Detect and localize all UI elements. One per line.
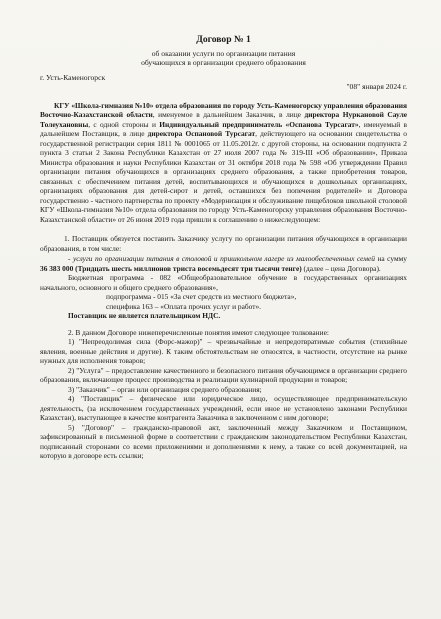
definition-force-majeure: 1) "Непреодолимая сила (Форс-мажор)" – чрезвычайные и непредотвратимые события (стихийные явления, военные действия и другие). К таким обстоятельствам не относятся, в частности, отсутствие на рынке нужных для исполнения товаров;: [40, 337, 407, 366]
supplier-head: директора Оспановой Турсагат: [147, 129, 256, 139]
section1-service: [40, 254, 407, 273]
subtitle-line-2: обучающихся в организации среднего образования: [141, 58, 306, 68]
place-row: [40, 73, 407, 82]
contract-amount: 36 383 000 (Тридцать шесть миллионов триста восемьдесят три тысячи тенге): [40, 263, 302, 273]
city: г. Усть-Каменогорск: [40, 72, 106, 82]
vat-note: Поставщик не является плательщиком НДС.: [68, 311, 221, 321]
service-sum-label: на сумму: [374, 254, 407, 264]
definition-service: 2) "Услуга" – предоставление качественного и безопасного питания обучающимся в организации среднего образования, включающее процесс производства и реализации кулинарной продукции и товаров;: [40, 365, 407, 385]
definition-contract: 5) "Договор" – гражданско-правовой акт, заключенный между Заказчиком и Поставщиком, зафиксированный в письменной форме в соответствии с гражданским законодательством Республики Казахстан, подписанный сторонами со всеми приложениями и дополнениями к нему, а также со всей документацией, на которую в договоре есть ссылки;: [40, 422, 407, 461]
intro-text-1: , именуемое в дальнейшем Заказчик, в лице: [152, 110, 305, 120]
intro-text-3: , именуемый в дальнейшем Поставщик, в лице: [40, 119, 408, 139]
customer-head: директора Нуркановой Сауле Толеухановны: [40, 110, 407, 129]
service-end: (далее – цена Договора).: [301, 263, 381, 273]
supplier-name: Индивидуальный предприниматель «Оспанова Турсагат»: [159, 119, 359, 129]
contract-subtitle: [40, 49, 407, 68]
service-text: - услуги по организации питания в столовой и пришкольном лагере из малообеспеченных семей: [68, 254, 375, 264]
intro-text-2: , с одной стороны и: [88, 119, 160, 129]
definition-customer: 3) "Заказчик" – орган или организация среднего образования;: [68, 384, 262, 394]
budget-program: Бюджетная программа - 082 «Общеобразовательное обучение в государственных организациях начального, основного и общего среднего образования»,: [40, 273, 407, 292]
budget-subprogram: подпрограмма - 015 «За счет средств из местного бюджета»,: [106, 292, 297, 302]
contract-title: Договор № 1: [196, 34, 251, 45]
contract-date: "08" января 2024 г.: [346, 81, 407, 91]
budget-specific: специфика 163 – «Оплата прочих услуг и работ».: [106, 301, 261, 311]
definition-supplier: 4) "Поставщик" – физическое или юридическое лицо, осуществляющее предпринимательскую деятельность, (за исключением государственных учреждений, если иное не установлено законами Республики Казахстан), выступающее в качестве контрагента Заказчика в заключенном с ним договоре;: [40, 394, 407, 423]
section2-intro: 2. В данном Договоре нижеперечисленные понятия имеют следующее толкование:: [68, 327, 329, 337]
subtitle-line-1: об оказании услуги по организации питания: [151, 49, 296, 58]
section1-item: 1. Поставщик обязуется поставить Заказчику услугу по организации питания обучающихся в организации образования, в том числе:: [40, 234, 407, 253]
intro-paragraph: [40, 101, 407, 225]
intro-text-4: , действующего на основании свидетельства о государственной регистрации серия 1811 № 0001065 от 11.05.2012г. с другой стороны, на основании подпункта 2 пункта 3 статьи 2 Закона Республики Казахстан от 27 июля 2007 года № 319-III «Об образовании», Приказа Министра образования и науки Республики Казахстан от 31 октября 2018 года № 598 «Об утверждении Правил организации питания обучающихся в организациях среднего образования, а также приобретения товаров, связанных с обеспечением питания детей, воспитывающихся и обучающихся в дошкольных организациях, организациях образования для детей-сирот и детей, оставшихся без попечения родителей» и Договора государственно - частного партнерства по проекту «Модернизация и обслуживание пищеблоков школьной столовой КГУ «Школа-гимназия №10» отдела образования по городу Усть-Каменогорску управления образования Восточно-Казахстанской области» от 26 июня 2019 года пришли к соглашению о нижеследующем:: [40, 129, 408, 224]
customer-org: КГУ «Школа-гимназия №10» отдела образования по городу Усть-Каменогорску управления образования Восточно-Казахстанской области: [40, 100, 407, 120]
